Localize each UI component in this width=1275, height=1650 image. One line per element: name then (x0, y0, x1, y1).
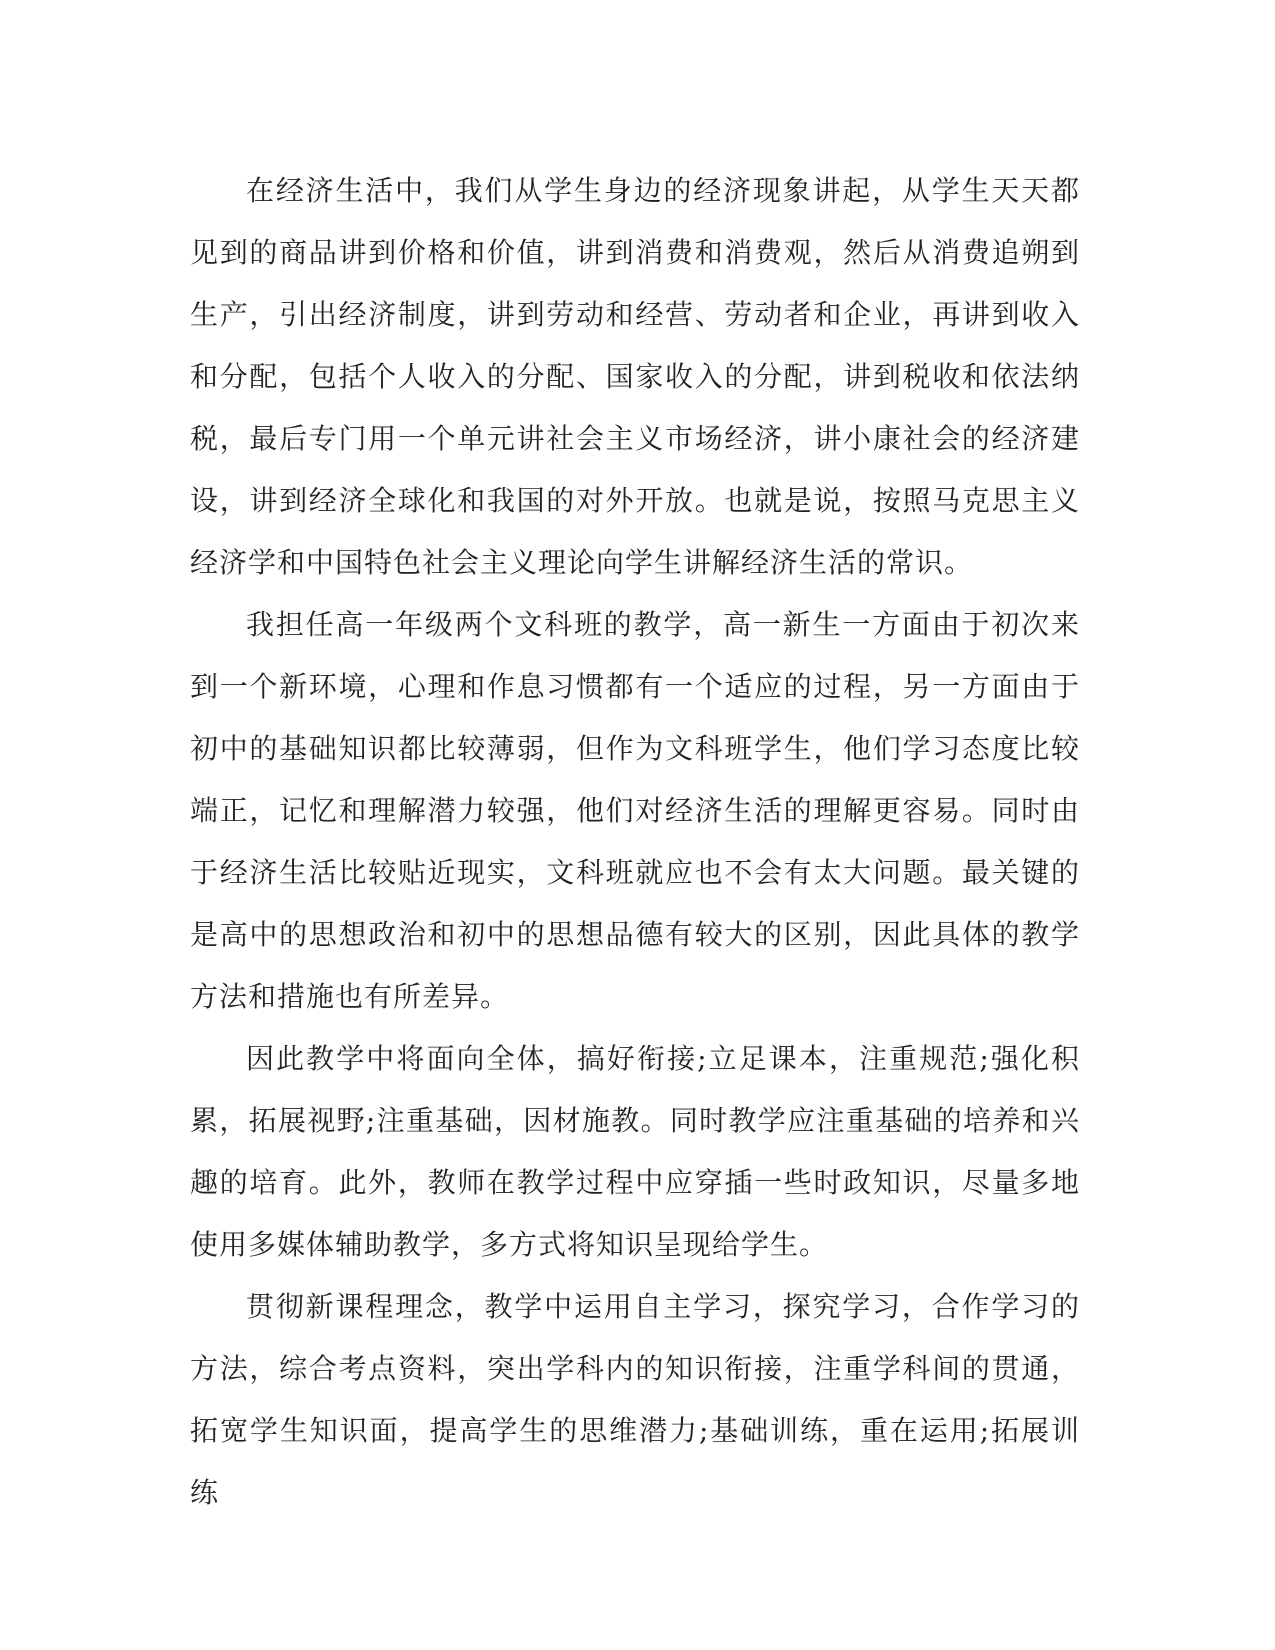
paragraph-class-situation: 我担任高一年级两个文科班的教学，高一新生一方面由于初次来到一个新环境，心理和作息习惯都有一个适应的过程，另一方面由于初中的基础知识都比较薄弱，但作为文科班学生，他们学习态度比较端正，记忆和理解潜力较强，他们对经济生活的理解更容易。同时由于经济生活比较贴近现实，文科班就应也不会有太大问题。最关键的是高中的思想政治和初中的思想品德有较大的区别，因此具体的教学方法和措施也有所差异。 (190, 608, 1080, 1013)
paragraph-teaching-approach: 因此教学中将面向全体，搞好衔接;立足课本，注重规范;强化积累，拓展视野;注重基础，因材施教。同时教学应注重基础的培养和兴趣的培育。此外，教师在教学过程中应穿插一些时政知识，尽量多地使用多媒体辅助教学，多方式将知识呈现给学生。 (190, 1042, 1080, 1261)
paragraph-economic-life: 在经济生活中，我们从学生身边的经济现象讲起，从学生天天都见到的商品讲到价格和价值，讲到消费和消费观，然后从消费追朔到生产，引出经济制度，讲到劳动和经营、劳动者和企业，再讲到收入和分配，包括个人收入的分配、国家收入的分配，讲到税收和依法纳税，最后专门用一个单元讲社会主义市场经济，讲小康社会的经济建设，讲到经济全球化和我国的对外开放。也就是说，按照马克思主义经济学和中国特色社会主义理论向学生讲解经济生活的常识。 (190, 174, 1080, 579)
paragraph-new-curriculum: 贯彻新课程理念，教学中运用自主学习，探究学习，合作学习的方法，综合考点资料，突出学科内的知识衔接，注重学科间的贯通，拓宽学生知识面，提高学生的思维潜力;基础训练，重在运用;拓展训练 (190, 1290, 1080, 1509)
document-body (190, 160, 1080, 1524)
